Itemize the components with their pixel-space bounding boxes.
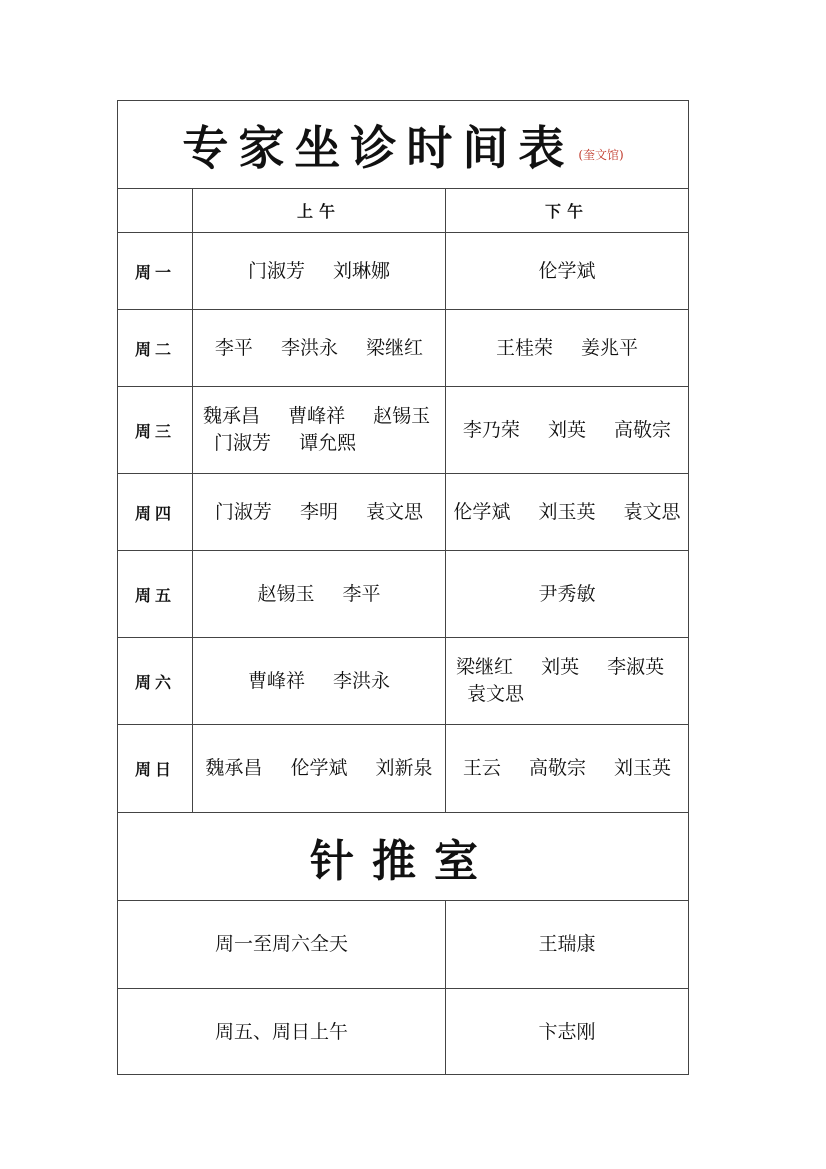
header-day-cell: [118, 189, 193, 232]
schedule-row: [118, 474, 688, 551]
doctor-name: 王云: [462, 757, 501, 779]
doctor-name: 刘英: [541, 656, 580, 678]
am-doctors-cell: [193, 638, 446, 724]
doctor-name: 谭允熙: [299, 432, 357, 454]
title-note: (奎文馆): [578, 148, 624, 162]
day-label: 周日: [118, 725, 193, 812]
doctor-name: 李淑英: [607, 656, 665, 678]
header-row: [118, 189, 688, 233]
day-label: 周五: [118, 551, 193, 637]
schedule-row: [118, 387, 688, 474]
doctor-name: 高敬宗: [528, 757, 586, 779]
am-doctors-cell: [193, 551, 446, 637]
section2-row: [118, 989, 688, 1075]
section2-time: 周五、周日上午: [118, 989, 446, 1075]
doctor-name: 刘玉英: [538, 500, 596, 523]
doctor-name: 伦学斌: [453, 500, 511, 523]
section2-name: 王瑞康: [538, 933, 596, 955]
pm-doctors-cell: [446, 387, 688, 473]
header-pm: 下午: [544, 202, 589, 221]
doctor-name: 王桂荣: [495, 336, 553, 359]
doctor-name: 曹峰祥: [247, 669, 305, 692]
section2-name: 卞志刚: [538, 1020, 596, 1043]
pm-doctors-cell: [446, 725, 688, 812]
day-label: 周四: [118, 474, 193, 550]
schedule-row: [118, 310, 688, 387]
doctor-name: 袁文思: [366, 500, 424, 523]
doctor-name: 门淑芳: [214, 432, 272, 454]
section2-title: 针推室: [310, 835, 496, 887]
doctor-name: 尹秀敏: [538, 582, 596, 605]
doctor-name: 李平: [342, 582, 381, 605]
doctor-name: 魏承昌: [203, 405, 261, 427]
doctor-name: 伦学斌: [290, 757, 348, 779]
doctor-name: 刘玉英: [614, 757, 672, 779]
pm-doctors-cell: [446, 638, 688, 724]
header-am: 上午: [193, 189, 446, 232]
am-doctors-cell: [193, 474, 446, 550]
day-label: 周三: [118, 387, 193, 473]
day-label: 周一: [118, 233, 193, 309]
pm-doctors-cell: [446, 474, 688, 550]
schedule-row: [118, 725, 688, 813]
am-doctors-cell: [193, 233, 446, 309]
am-doctors-cell: [193, 725, 446, 812]
pm-doctors-cell: [446, 233, 688, 309]
section2-title-cell: [118, 813, 688, 900]
doctor-name: 魏承昌: [205, 757, 263, 779]
doctor-name: 曹峰祥: [288, 405, 346, 427]
doctor-name: 刘新泉: [375, 757, 433, 779]
doctor-name: 李洪永: [280, 336, 338, 359]
schedule-row: [118, 551, 688, 638]
pm-doctors-cell: [446, 310, 688, 386]
schedule-table: [117, 100, 689, 1075]
doctor-name: 门淑芳: [214, 500, 272, 523]
section2-title-row: [118, 813, 688, 901]
doctor-name: 门淑芳: [247, 259, 305, 282]
day-label: 周六: [118, 638, 193, 724]
day-label: 周二: [118, 310, 193, 386]
title-row: [118, 101, 688, 189]
doctor-name: 袁文思: [467, 683, 525, 705]
section2-row: [118, 901, 688, 989]
doctor-name: 梁继红: [456, 656, 514, 678]
doctor-name: 李洪永: [333, 669, 391, 692]
doctor-name: 刘英: [547, 418, 586, 441]
doctor-name: 赵锡玉: [373, 405, 431, 427]
title-cell: [118, 101, 688, 188]
page-title: 专家坐诊时间表: [182, 120, 575, 175]
doctor-name: 梁继红: [366, 336, 424, 359]
doctor-name: 赵锡玉: [257, 582, 315, 605]
pm-doctors-cell: [446, 551, 688, 637]
schedule-row: [118, 233, 688, 310]
doctor-name: 高敬宗: [614, 418, 672, 441]
schedule-row: [118, 638, 688, 725]
doctor-name: 李明: [299, 500, 338, 523]
doctor-name: 李平: [214, 336, 253, 359]
doctor-name: 袁文思: [623, 500, 681, 523]
doctor-name: 伦学斌: [538, 259, 596, 282]
doctor-name: 刘琳娜: [333, 259, 391, 282]
section2-time: 周一至周六全天: [118, 901, 446, 988]
doctor-name: 姜兆平: [581, 336, 639, 359]
doctor-name: 李乃荣: [462, 418, 520, 441]
am-doctors-cell: [193, 387, 446, 473]
am-doctors-cell: [193, 310, 446, 386]
